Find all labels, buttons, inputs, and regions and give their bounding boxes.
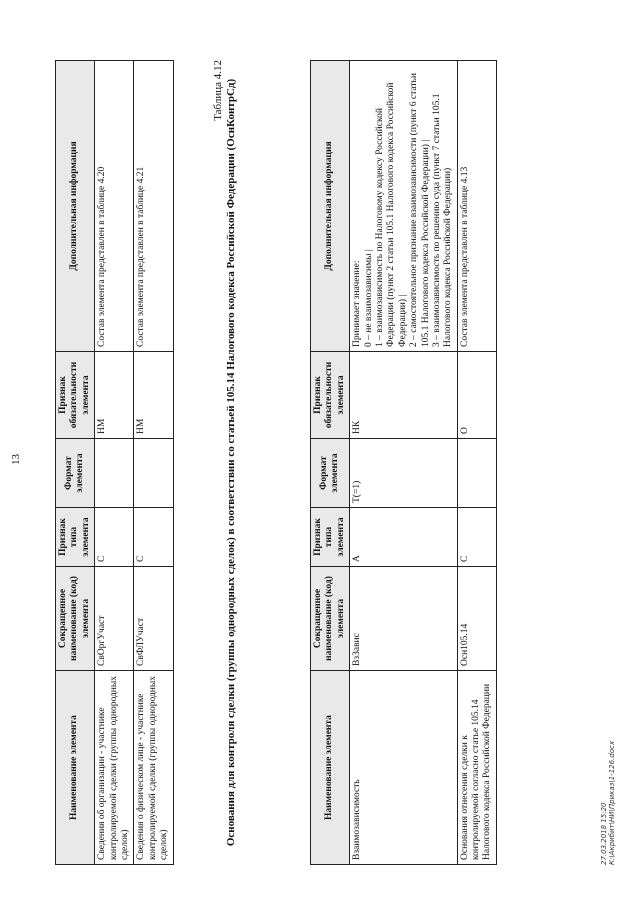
table-row xyxy=(457,61,496,865)
cell-name: Сведения об организации - участнике контролируемой сделки (группы однородных сделок) xyxy=(95,671,134,865)
header-info: Дополнительная информация xyxy=(311,61,350,352)
table-header-row xyxy=(56,61,95,865)
cell-info: Состав элемента представлен в таблице 4.13 xyxy=(457,61,496,352)
table-row xyxy=(95,61,134,865)
cell-type: А xyxy=(350,508,458,567)
header-type: Признак типа элемента xyxy=(311,508,350,567)
table-control-grounds xyxy=(310,60,497,865)
table-header-row xyxy=(311,61,350,865)
header-name: Наименование элемента xyxy=(56,671,95,865)
page-number: 13 xyxy=(10,454,22,465)
header-code: Сокращенное наименование (код) элемента xyxy=(56,567,95,671)
header-required: Признак обязательности элемента xyxy=(56,352,95,439)
list-item: 3 – взаимозависимость по решению суда (пункт 7 статьи 105.1 Налогового кодекса Российской Федерации) xyxy=(431,93,454,347)
footer-stamp xyxy=(600,741,616,865)
list-item: 0 – не взаимозависимы | xyxy=(363,249,374,347)
header-name: Наименование элемента xyxy=(311,671,350,865)
cell-format xyxy=(95,439,134,508)
table-participants xyxy=(55,60,174,865)
cell-required: НМ xyxy=(95,352,134,439)
list-item: 2 – самостоятельное признание взаимозависимости (пункт 6 статьи 105.1 Налогового кодекса Российской Федерации) | xyxy=(409,73,431,347)
table-row xyxy=(134,61,173,865)
values-list xyxy=(364,65,455,347)
cell-format xyxy=(134,439,173,508)
cell-code: ВзЗавис xyxy=(350,567,458,671)
table-title: Основания для контроля сделки (группы однородных сделок) в соответствии со статьей 105.14 Налогового кодекса Российской Федерации (ОснКонтрСд) xyxy=(225,78,237,847)
cell-code: Осн105.14 xyxy=(457,567,496,671)
header-required: Признак обязательности элемента xyxy=(311,352,350,439)
cell-format: Т(=1) xyxy=(350,439,458,508)
cell-info: Состав элемента представлен в таблице 4.20 xyxy=(95,61,134,352)
cell-format xyxy=(457,439,496,508)
cell-type: С xyxy=(95,508,134,567)
cell-type: С xyxy=(134,508,173,567)
cell-name: Сведения о физическом лице - участнике контролируемой сделки (группы однородных сделок) xyxy=(134,671,173,865)
header-type: Признак типа элемента xyxy=(56,508,95,567)
footer-line: К:\Акрибит\НИ\Приказ\1-126.docx xyxy=(608,741,616,865)
header-code: Сокращенное наименование (код) элемента xyxy=(311,567,350,671)
header-format: Формат элемента xyxy=(56,439,95,508)
cell-required: НМ xyxy=(134,352,173,439)
cell-required: НК xyxy=(350,352,458,439)
footer-line: 27.03.2018 15:20 xyxy=(600,802,608,865)
cell-name: Основания отнесения сделки к контролируемой согласно статье 105.14 Налогового кодекса Российской Федерации xyxy=(457,671,496,865)
cell-required: О xyxy=(457,352,496,439)
header-info: Дополнительная информация xyxy=(56,61,95,352)
cell-code: СвФЛУчаст xyxy=(134,567,173,671)
table-label: Таблица 4.12 xyxy=(212,60,224,121)
cell-type: С xyxy=(457,508,496,567)
cell-name: Взаимозависимость xyxy=(350,671,458,865)
info-intro: Принимает значение: xyxy=(352,260,363,347)
cell-info xyxy=(350,61,458,352)
list-item: 1 – взаимозависимость по Налоговому кодексу Российской Федерации (пункт 2 статьи 105.1 Налогового кодекса Российской Федерации) | xyxy=(374,82,408,347)
header-format: Формат элемента xyxy=(311,439,350,508)
table-row xyxy=(350,61,458,865)
cell-info: Состав элемента представлен в таблице 4.21 xyxy=(134,61,173,352)
cell-code: СвОргУчаст xyxy=(95,567,134,671)
